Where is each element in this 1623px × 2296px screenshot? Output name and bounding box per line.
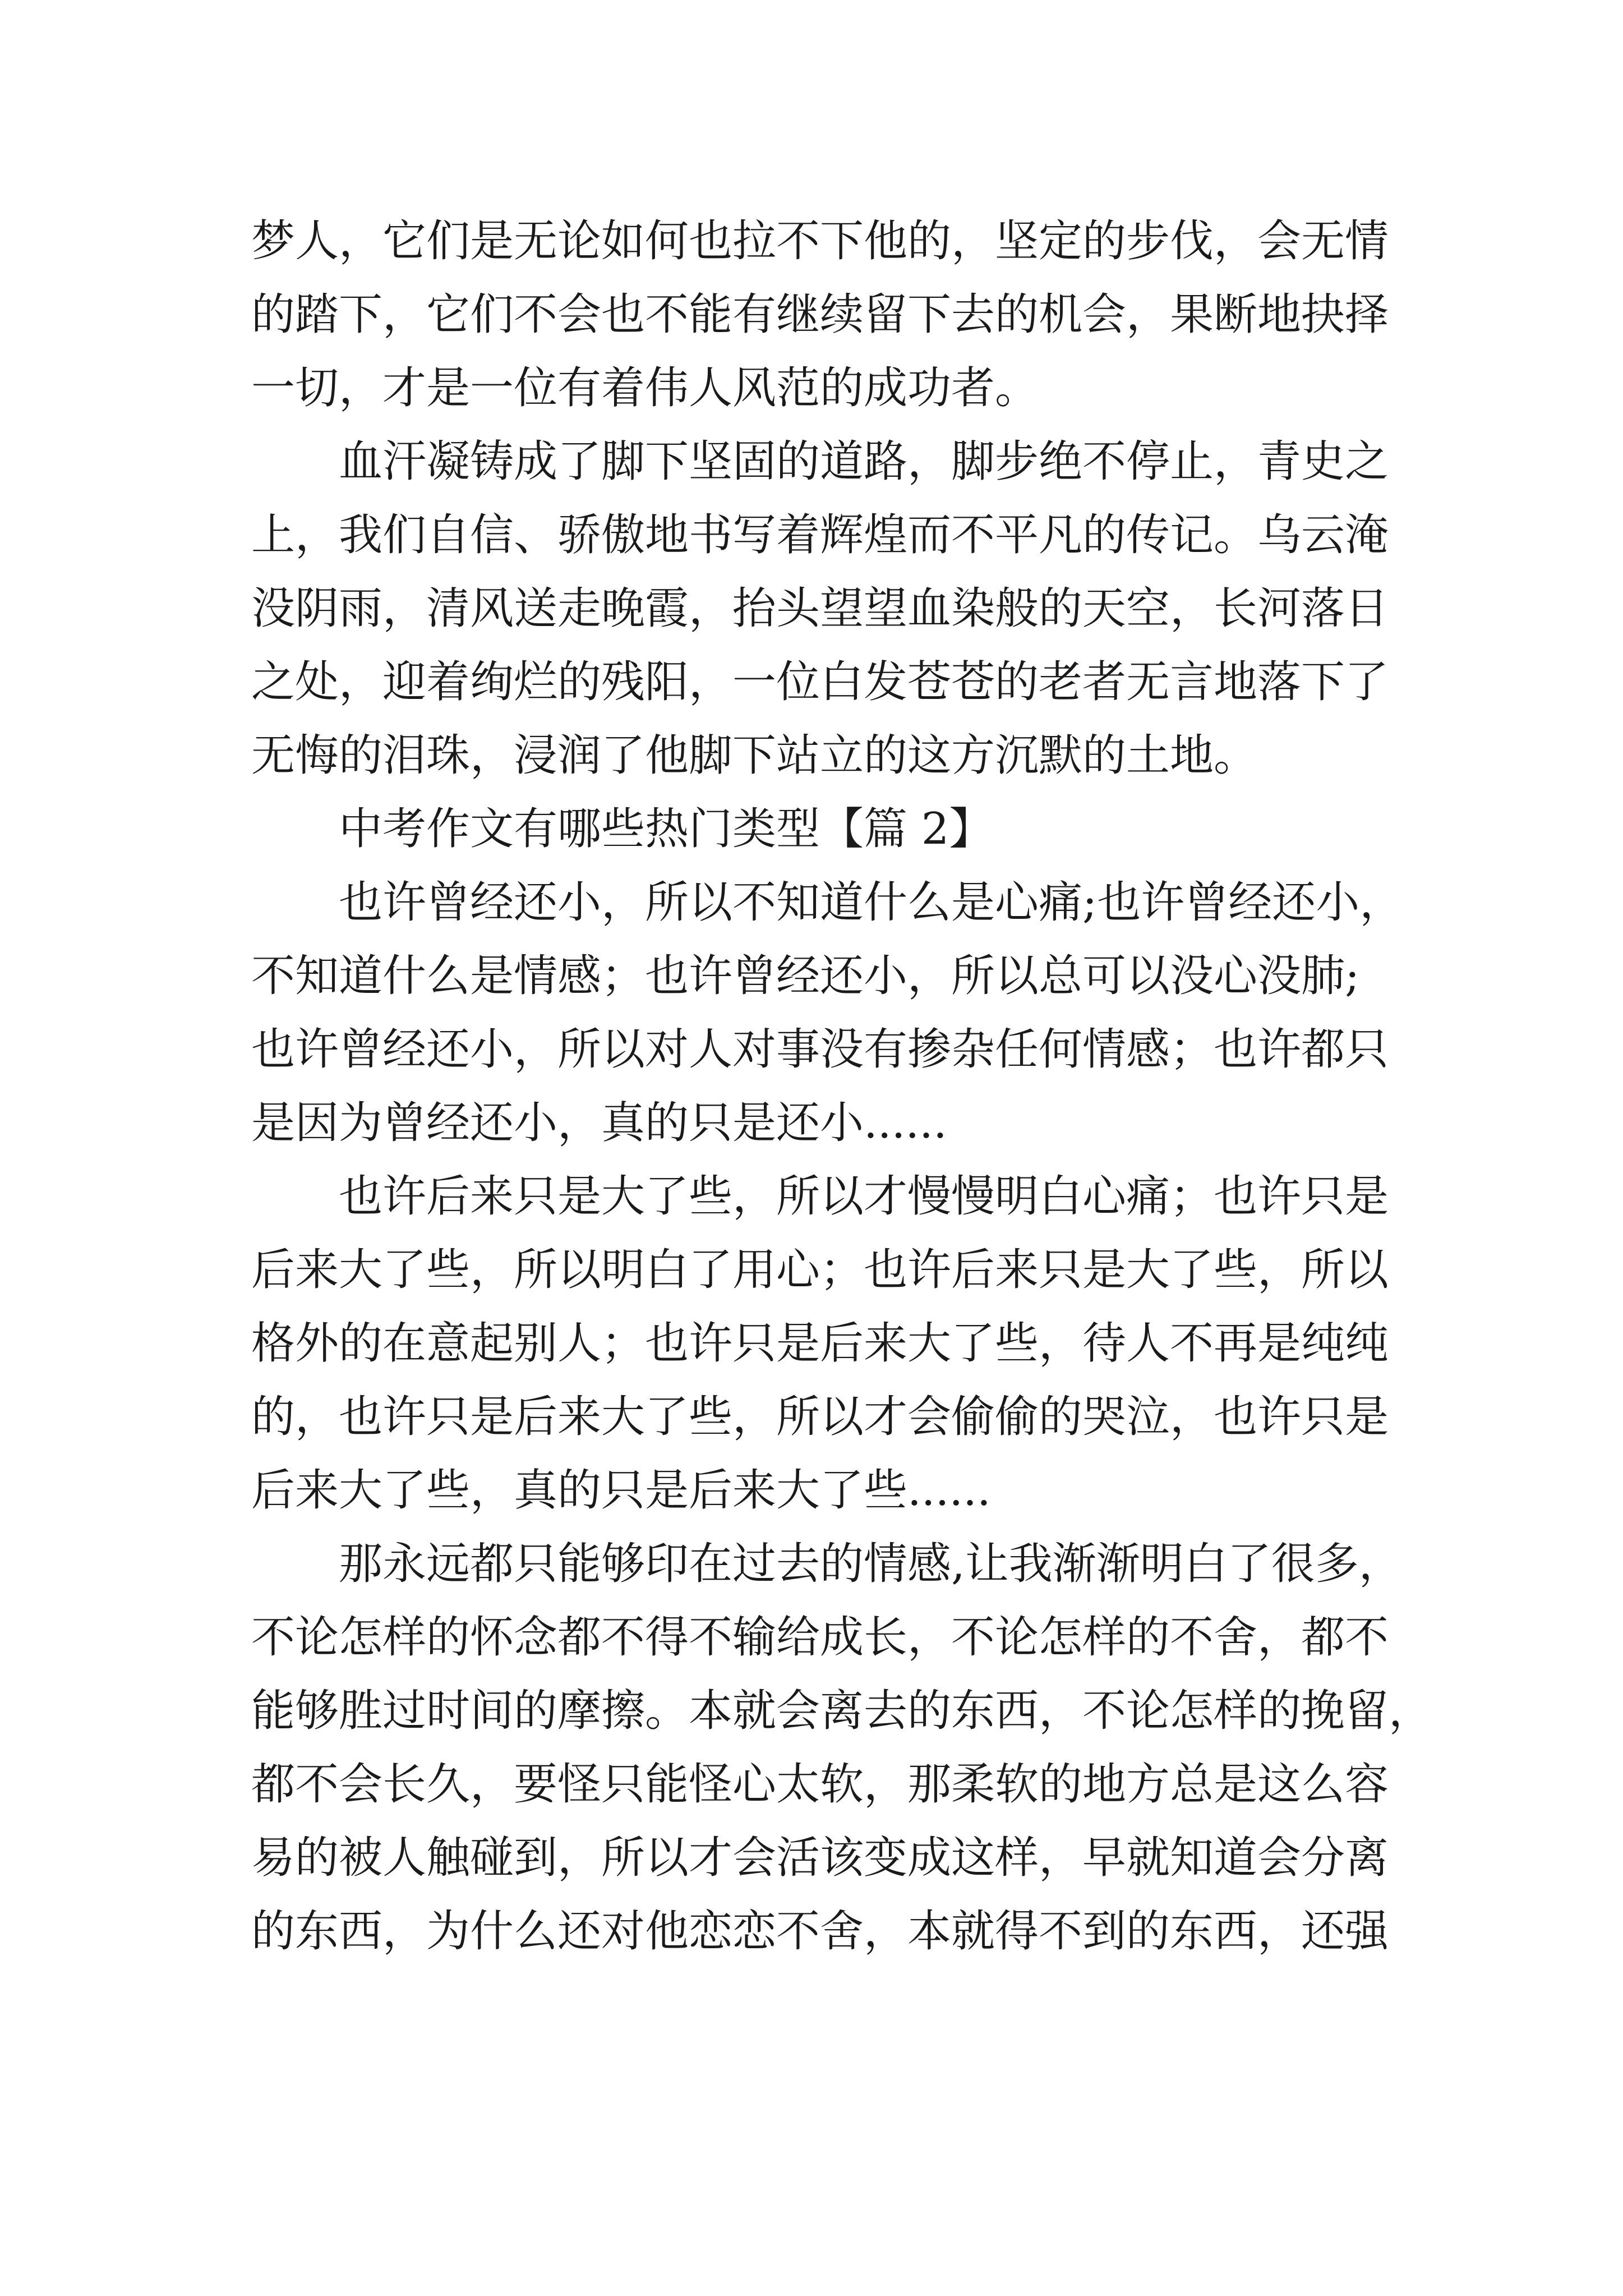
text-line: 也许后来只是大了些，所以才慢慢明白心痛；也许只是 — [339, 1171, 1389, 1222]
text-line: 的踏下，它们不会也不能有继续留下去的机会，果断地抉择 — [251, 289, 1389, 340]
text-line: 都不会长久，要怪只能怪心太软，那柔软的地方总是这么容 — [251, 1759, 1389, 1810]
text-line: 能够胜过时间的摩擦。本就会离去的东西，不论怎样的挽留， — [251, 1686, 1433, 1736]
text-line: 上，我们自信、骄傲地书写着辉煌而不平凡的传记。乌云淹 — [251, 510, 1389, 560]
text-line: 也许曾经还小，所以对人对事没有掺杂任何情感；也许都只 — [251, 1024, 1389, 1075]
text-line: 是因为曾经还小，真的只是还小...... — [251, 1098, 947, 1148]
text-line: 不论怎样的怀念都不得不输给成长，不论怎样的不舍，都不 — [251, 1612, 1389, 1663]
text-line: 之处，迎着绚烂的残阳，一位白发苍苍的老者无言地落下了 — [251, 657, 1389, 707]
text-line: 无悔的泪珠，浸润了他脚下站立的这方沉默的土地。 — [251, 730, 1258, 781]
text-line: 后来大了些，真的只是后来大了些...... — [251, 1465, 991, 1516]
text-line: 格外的在意起别人；也许只是后来大了些，待人不再是纯纯 — [251, 1318, 1389, 1369]
text-line: 那永远都只能够印在过去的情感,让我渐渐明白了很多， — [339, 1539, 1403, 1589]
text-line: 血汗凝铸成了脚下坚固的道路，脚步绝不停止，青史之 — [339, 436, 1389, 487]
text-line: 梦人，它们是无论如何也拉不下他的，坚定的步伐，会无情 — [251, 216, 1389, 266]
text-line: 一切，才是一位有着伟人风范的成功者。 — [251, 363, 1039, 413]
text-line: 易的被人触碰到，所以才会活该变成这样，早就知道会分离 — [251, 1833, 1389, 1883]
text-line: 的，也许只是后来大了些，所以才会偷偷的哭泣，也许只是 — [251, 1392, 1389, 1442]
text-line: 没阴雨，清风送走晚霞，抬头望望血染般的天空，长河落日 — [251, 583, 1389, 634]
text-line: 也许曾经还小，所以不知道什么是心痛;也许曾经还小， — [339, 877, 1404, 928]
text-line: 后来大了些，所以明白了用心；也许后来只是大了些，所以 — [251, 1245, 1389, 1295]
document-body — [251, 205, 1433, 1968]
text-line: 不知道什么是情感；也许曾经还小，所以总可以没心没肺; — [251, 951, 1360, 1001]
text-line: 的东西，为什么还对他恋恋不舍，本就得不到的东西，还强 — [251, 1906, 1389, 1957]
text-line: 中考作文有哪些热门类型【篇 2】 — [339, 804, 993, 854]
